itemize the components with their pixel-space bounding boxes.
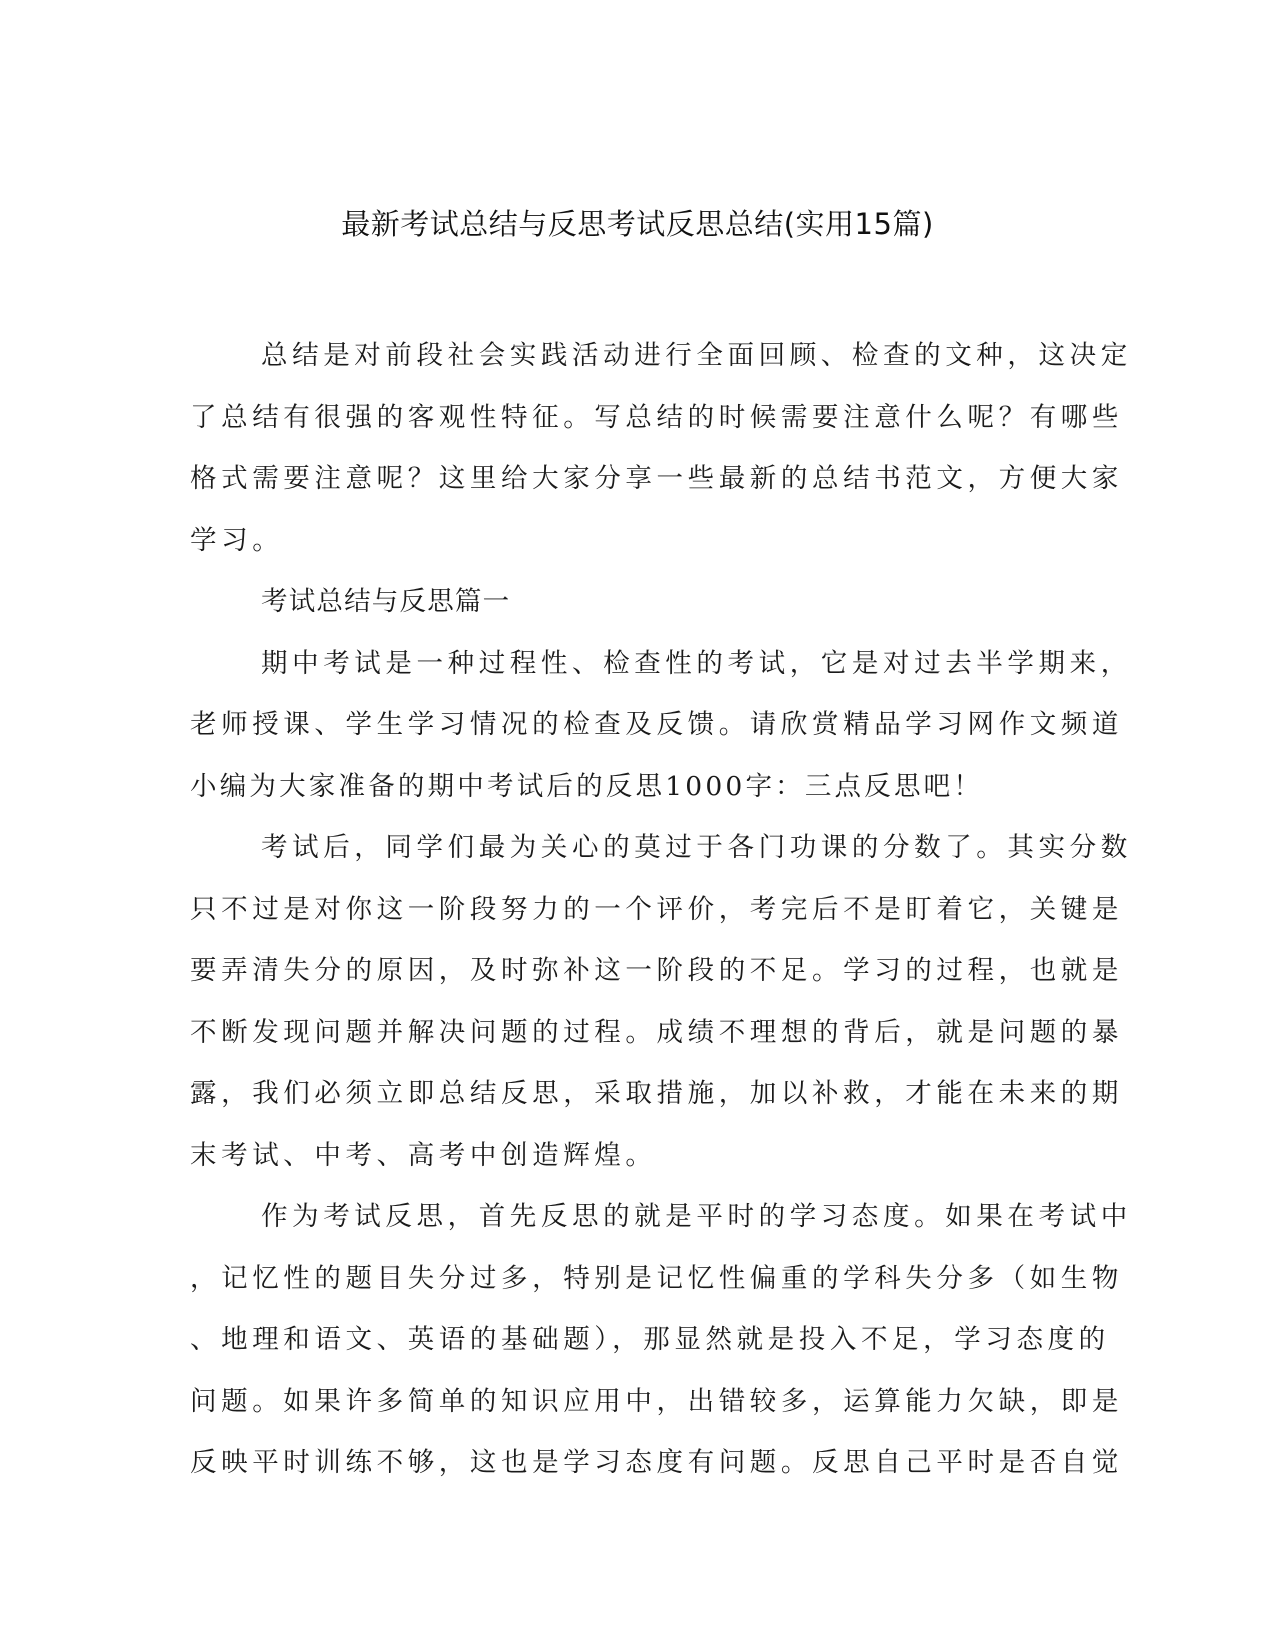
text-line: 露，我们必须立即总结反思，采取措施，加以补救，才能在未来的期 [190,1078,1123,1109]
text-line: 期中考试是一种过程性、检查性的考试，它是对过去半学期来， [261,647,1132,679]
text-line: 不断发现问题并解决问题的过程。成绩不理想的背后，就是问题的暴 [190,1016,1123,1048]
text-line: 考试后，同学们最为关心的莫过于各门功课的分数了。其实分数 [261,832,1132,863]
text-line: ，记忆性的题目失分过多，特别是记忆性偏重的学科失分多（如生物 [190,1262,1123,1294]
text-line: 末考试、中考、高考中创造辉煌。 [190,1139,657,1171]
text-line: 格式需要注意呢？这里给大家分享一些最新的总结书范文，方便大家 [190,463,1123,494]
body-paragraph [190,1186,1132,1494]
text-line: 老师授课、学生学习情况的检查及反馈。请欣赏精品学习网作文频道 [190,709,1123,740]
document-title: 最新考试总结与反思考试反思总结(实用15篇) [341,207,934,241]
text-line: 作为考试反思，首先反思的就是平时的学习态度。如果在考试中 [261,1201,1132,1232]
body-paragraph [190,633,1132,818]
document-body [190,325,1132,1494]
section-heading: 考试总结与反思篇一 [261,586,511,617]
text-line: 反映平时训练不够，这也是学习态度有问题。反思自己平时是否自觉 [190,1447,1123,1478]
text-line: 只不过是对你这一阶段努力的一个评价，考完后不是盯着它，关键是 [190,893,1123,925]
body-paragraph [190,817,1132,1186]
text-line: 问题。如果许多简单的知识应用中，出错较多，运算能力欠缺，即是 [190,1385,1123,1417]
text-line: 小编为大家准备的期中考试后的反思1000字：三点反思吧！ [190,770,984,802]
text-line: 了总结有很强的客观性特征。写总结的时候需要注意什么呢？有哪些 [190,401,1123,433]
text-line: 要弄清失分的原因，及时弥补这一阶段的不足。学习的过程，也就是 [190,955,1123,986]
intro-paragraph [190,325,1132,571]
text-line: 学习。 [190,524,284,556]
text-line: 总结是对前段社会实践活动进行全面回顾、检查的文种，这决定 [261,340,1132,371]
text-line: 、地理和语文、英语的基础题），那显然就是投入不足，学习态度的 [190,1324,1110,1355]
